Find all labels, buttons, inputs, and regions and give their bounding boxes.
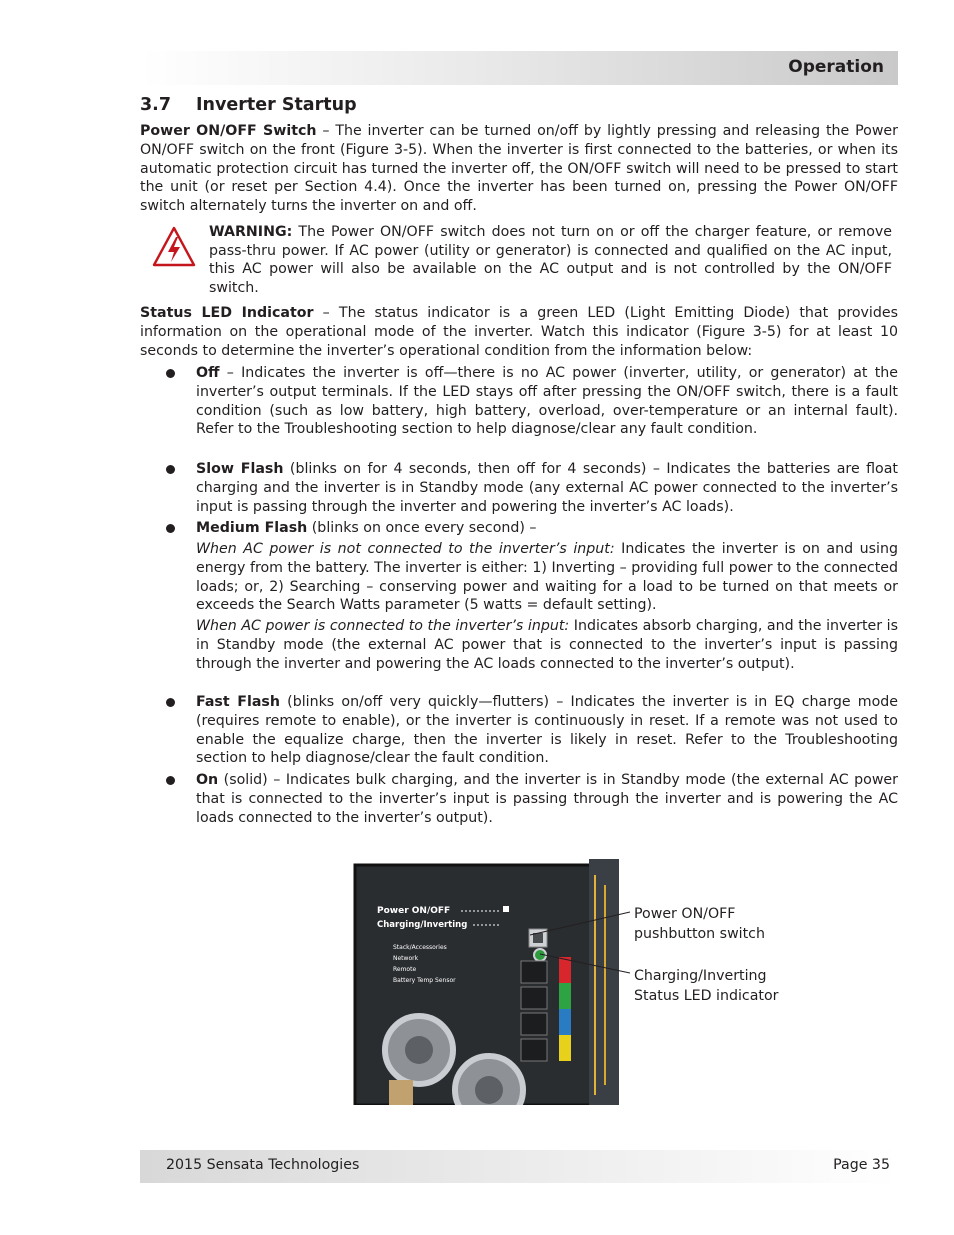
bullet-medium-text: (blinks on once every second) – (307, 520, 537, 536)
footer-bar (140, 1150, 898, 1183)
callout-led-line1: Charging/Inverting (634, 968, 767, 984)
panel-port-1: Stack/Accessories (393, 944, 447, 951)
power-switch-label: Power ON/OFF Switch (140, 123, 317, 139)
bullet-fast-text: (blinks on/off very quickly—flutters) – Indicates the inverter is in EQ charge mode (requires remote to enable), or the inverter is continuously in reset. If a remote was not used to enable the equalize charge, then the inverter is likely in reset. Refer to the Troubleshooting section to help diagnose/clear the fault condition. (196, 694, 898, 767)
callout-power-line1: Power ON/OFF (634, 906, 736, 922)
bullet-fast-label: Fast Flash (196, 694, 280, 710)
bullet-on-text: (solid) – Indicates bulk charging, and the inverter is in Standby mode (the external AC power that is connected to the inverter’s input is passing through the inverter and is powering the AC loads connected to the inverter’s output). (196, 772, 898, 826)
footer-page-number: Page 35 (833, 1157, 890, 1173)
warning-text: The Power ON/OFF switch does not turn on or off the charger feature, or remove pass-thru power. If AC power (utility or generator) is connected and qualified on the AC input, this AC power will also be available on the AC output and is not controlled by the ON/OFF switch. (209, 224, 892, 296)
warning-label: WARNING: (209, 224, 293, 240)
header-bar (140, 51, 898, 85)
section-title (140, 95, 357, 115)
bullet-dot (166, 369, 175, 378)
bullet-slow-flash (196, 460, 898, 516)
panel-port-2: Network (393, 955, 419, 962)
medium-sub2-text: Indicates absorb charging, and the inverter is in Standby mode (the external AC power that is connected to the inverter’s input is passing through the inverter and powering the AC loads connected to the inverter’s output). (196, 618, 898, 672)
section-title-text: Inverter Startup (196, 95, 357, 115)
medium-flash-no-ac (196, 540, 898, 615)
bullet-dot (166, 465, 175, 474)
callout-power-line2: pushbutton switch (634, 925, 765, 942)
bullet-fast-flash (196, 693, 898, 768)
bullet-dot (166, 524, 175, 533)
medium-sub1-text: Indicates the inverter is on and using energy from the battery. The inverter is either: 1) Inverting – providing full power to the connected loads; or, 2) Searching – conserving power and waiting for a load to be turned on that meets or exceeds the Search Watts parameter (5 watts = default setting). (196, 541, 898, 614)
power-switch-paragraph (140, 122, 898, 216)
bullet-medium-flash (196, 519, 898, 538)
bullet-dot (166, 776, 175, 785)
footer-copyright: 2015 Sensata Technologies (166, 1157, 360, 1173)
panel-port-4: Battery Temp Sensor (393, 977, 456, 984)
medium-sub2-label: When AC power is connected to the inverter’s input: (196, 618, 570, 634)
power-switch-text: – The inverter can be turned on/off by lightly pressing and releasing the Power ON/OFF switch on the front (Figure 3-5). When the inverter is first connected to the batteries, or when its automatic protection circuit has turned the inverter off, the ON/OFF switch will need to be pressed to start the unit (or reset per Section 4.4). Once the inverter has been turned on, pressing the Power ON/OFF switch alternately turns the inverter on and off. (140, 123, 898, 215)
bullet-on-label: On (196, 772, 219, 788)
bullet-dot (166, 698, 175, 707)
panel-power-label: Power ON/OFF (377, 906, 451, 916)
panel-charging-label: Charging/Inverting (377, 920, 468, 930)
bullet-slow-text: (blinks on for 4 seconds, then off for 4 seconds) – Indicates the batteries are float charging and the inverter is in Standby mode (any external AC power connected to the inverter’s input is passing through the inverter and powering the inverter’s AC loads). (196, 461, 898, 515)
callout-power-switch (634, 905, 765, 944)
bullet-slow-label: Slow Flash (196, 461, 284, 477)
medium-flash-with-ac (196, 617, 898, 673)
callout-status-led (634, 967, 778, 1006)
medium-sub1-label: When AC power is not connected to the inverter’s input: (196, 541, 615, 557)
warning-paragraph (209, 223, 892, 297)
bullet-medium-label: Medium Flash (196, 520, 308, 536)
status-led-label: Status LED Indicator (140, 305, 314, 321)
status-led-text: – The status indicator is a green LED (Light Emitting Diode) that provides information on the operational mode of the inverter. Watch this indicator (Figure 3-5) for at least 10 seconds to determine the inverter’s operational condition from the information below: (140, 305, 899, 359)
electrical-warning-icon (152, 226, 196, 268)
bullet-off-label: Off (196, 365, 220, 381)
bullet-off-text: – Indicates the inverter is off—there is no AC power (inverter, utility, or generator) at the inverter’s output terminals. If the LED stays off after pressing the ON/OFF switch, there is a fault condition (such as low battery, high battery, overload, over-temperature or an internal fault). Refer to the Troubleshooting section to help diagnose/clear any fault condition. (196, 365, 898, 438)
bullet-off (196, 364, 898, 439)
panel-port-3: Remote (393, 966, 417, 973)
header-title: Operation (788, 57, 884, 77)
callout-led-line2: Status LED indicator (634, 987, 779, 1004)
bullet-on (196, 771, 898, 827)
status-led-paragraph (140, 304, 898, 360)
section-number: 3.7 (140, 95, 172, 115)
callout-leader-lines (520, 900, 640, 990)
